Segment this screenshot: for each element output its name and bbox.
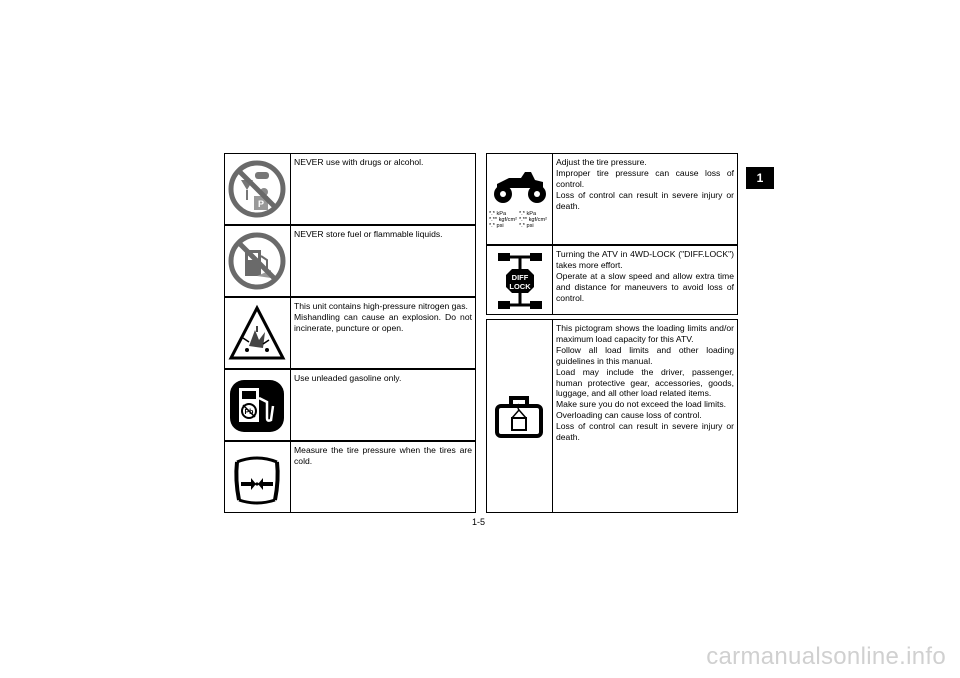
explosion-warning-icon	[225, 298, 291, 368]
diff-lock-icon	[487, 246, 553, 314]
svg-text:LOCK: LOCK	[509, 282, 531, 291]
no-fuel-storage-icon	[225, 226, 291, 296]
unleaded-fuel-icon	[225, 370, 291, 440]
rear-tire-label: *.* kPa *.** kgf/cm² *.* psi	[519, 211, 547, 230]
load-limit-icon	[487, 320, 553, 512]
cold-tire-pressure-icon	[225, 442, 291, 512]
svg-text:DIFF: DIFF	[511, 273, 529, 282]
warning-row: NEVER store fuel or flammable liquids.	[224, 225, 476, 297]
no-drugs-alcohol-icon	[225, 154, 291, 224]
page-number: 1-5	[472, 517, 486, 527]
warning-row: Pb Use unleaded gasoline only.	[224, 369, 476, 441]
atv-tire-pressure-icon	[487, 154, 553, 244]
chapter-tab: 1	[746, 167, 774, 189]
watermark: carmanualsonline.info	[706, 643, 946, 670]
warning-row: DIFF LOCK Turning the ATV in 4WD-LOCK ("DIFF.LOCK") takes more effort. Operate at a slow speed and allow extra time and distance for maneuvers to avoid loss of control.	[486, 245, 738, 315]
svg-text:P: P	[257, 199, 265, 209]
warning-row: *.* kPa *.** kgf/cm² *.* psi *.* kPa *.** kgf/cm² *.* psi Adjust the tire pressure. Improper tire pressure can cause loss of control. Loss of control can result in severe injury or death.	[486, 153, 738, 245]
warning-row: This pictogram shows the loading limits and/or maximum load capacity for this ATV. Follow all load limits and other loading guidelines in this manual. Load may include the driver, passenger, human protective gear, accessories, goods, luggage, and all other load related items. Make sure you do not exceed the load limits. Overloading can cause loss of control. Loss of control can result in severe injury or death.	[486, 319, 738, 513]
front-tire-label: *.* kPa *.** kgf/cm² *.* psi	[489, 211, 517, 230]
warning-row: P NEVER use with drugs or alcohol.	[224, 153, 476, 225]
warning-row: Measure the tire pressure when the tires are cold.	[224, 441, 476, 513]
svg-text:Pb: Pb	[244, 409, 254, 416]
warning-row: This unit contains high-pressure nitrogen gas. Mishandling can cause an explosion. Do not incinerate, puncture or open.	[224, 297, 476, 369]
